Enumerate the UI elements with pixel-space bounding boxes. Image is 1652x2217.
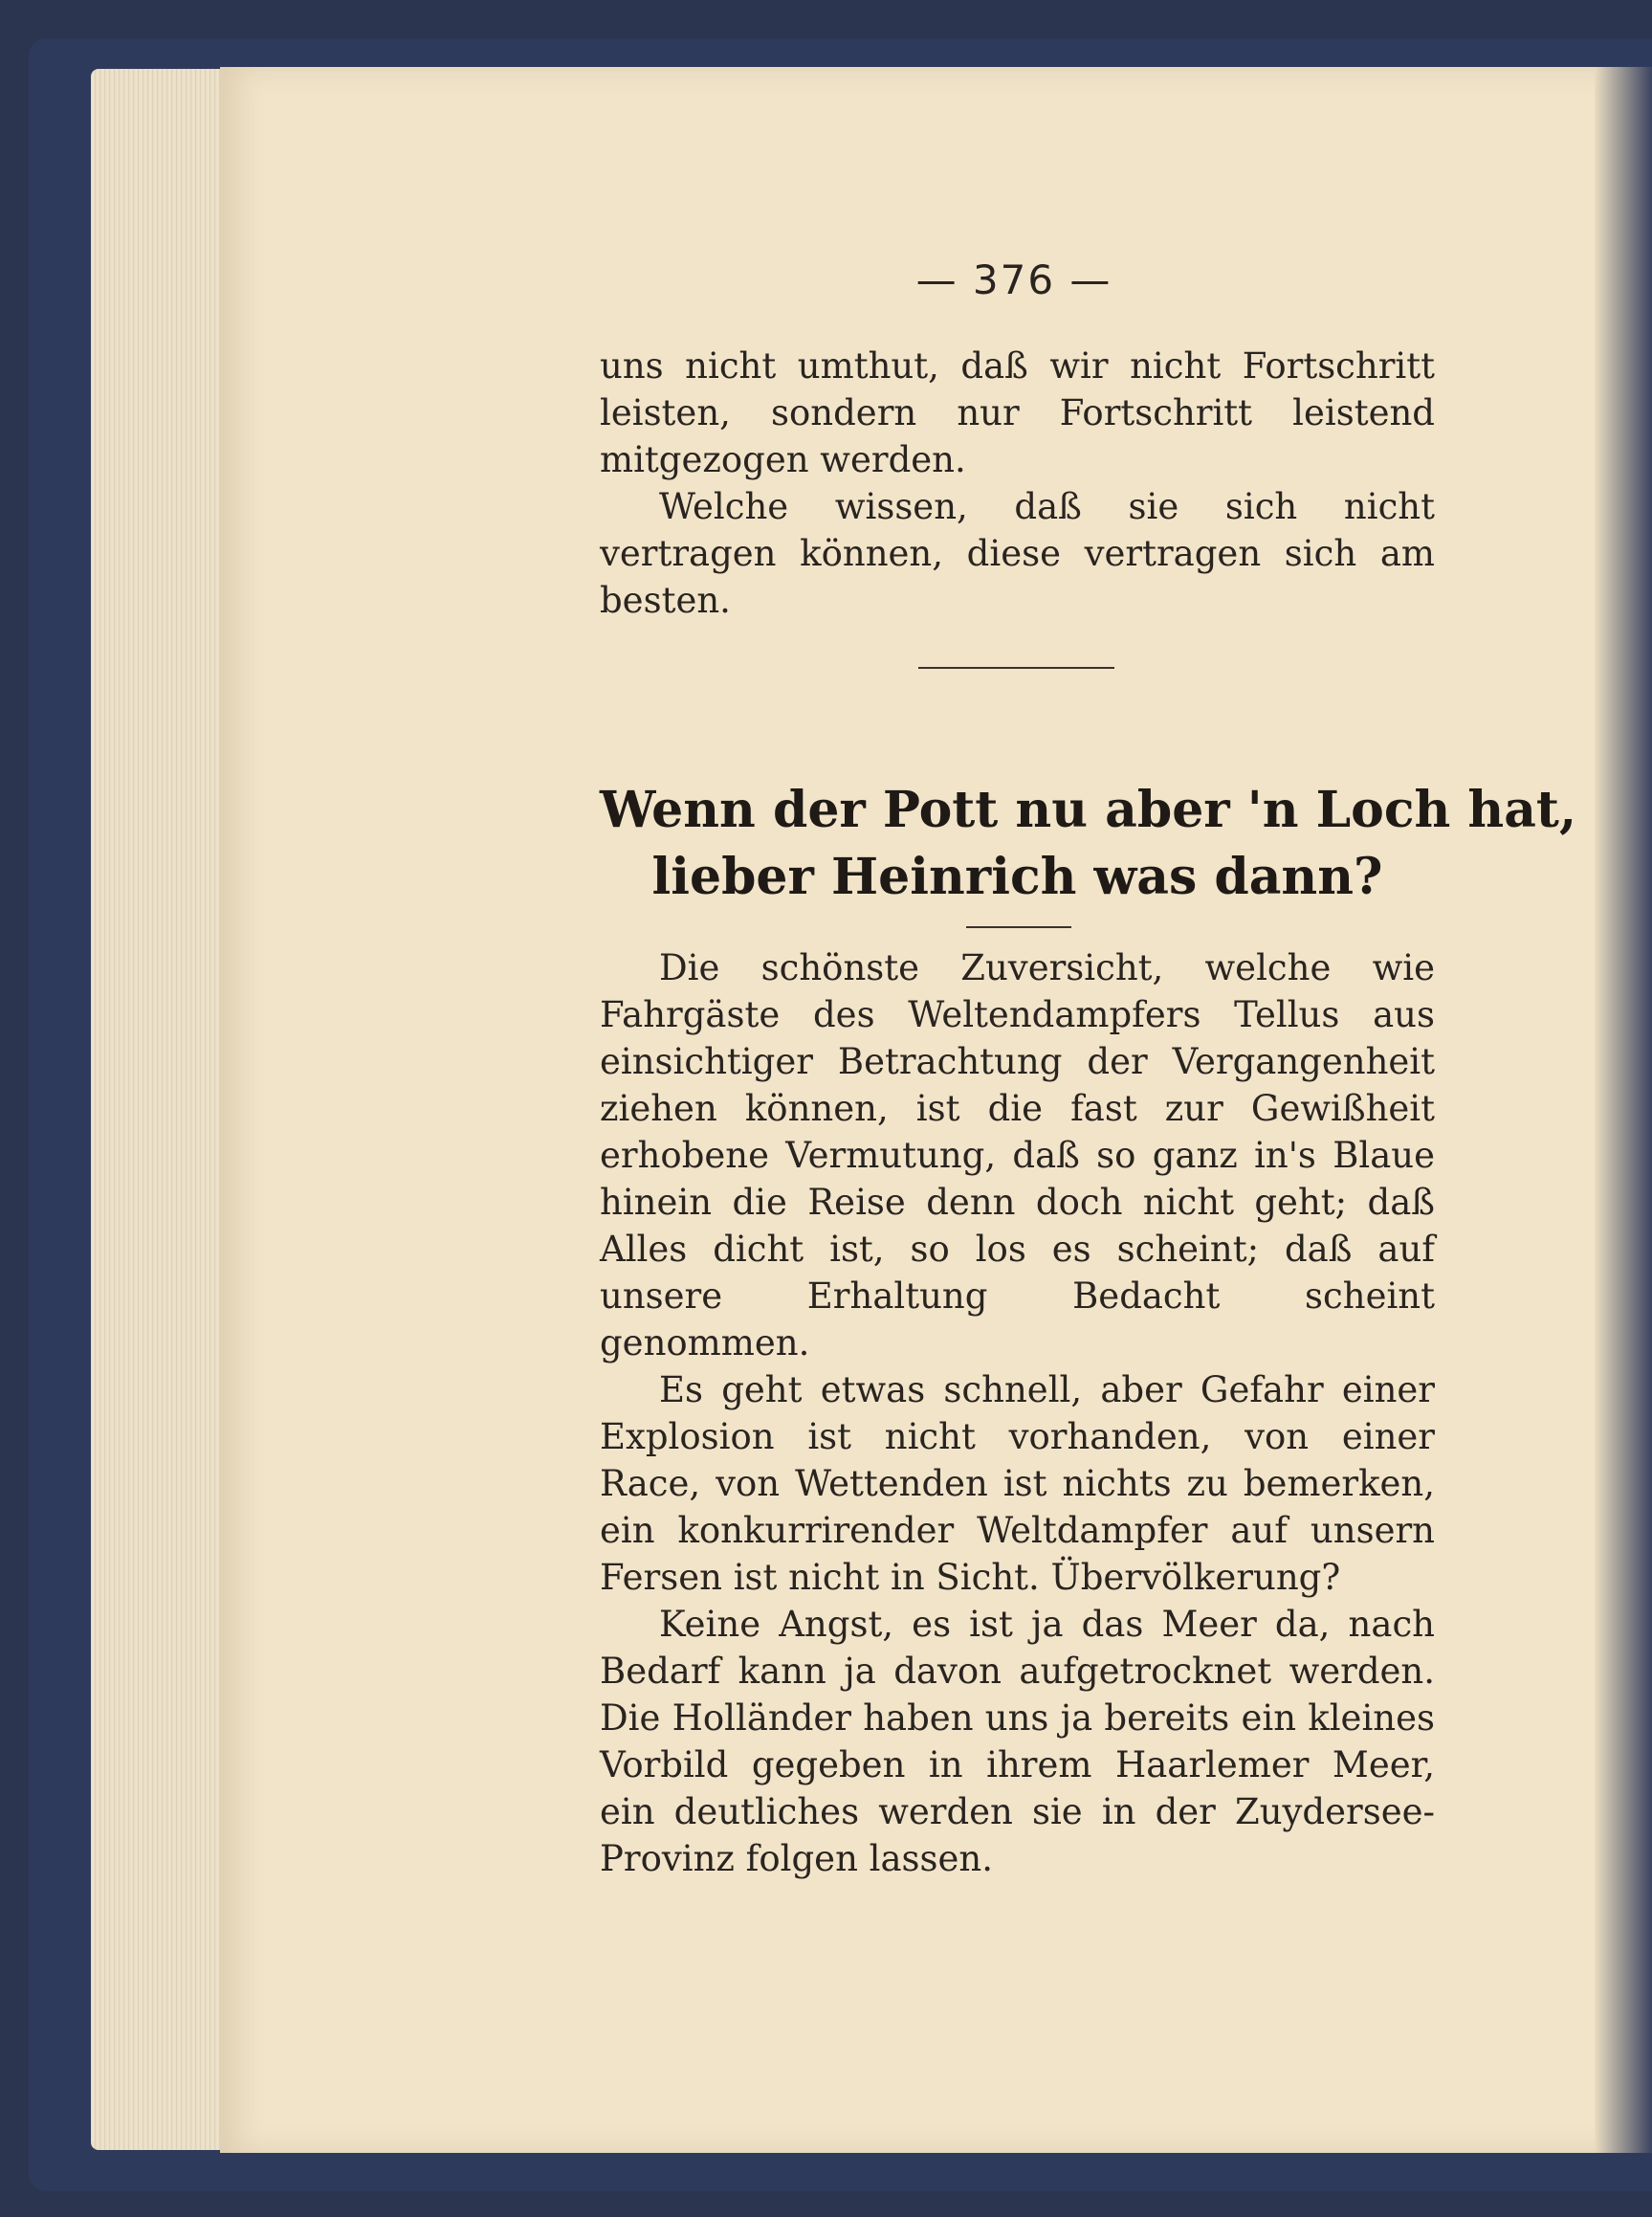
page-gutter xyxy=(1595,67,1652,2153)
paragraph: uns nicht umthut, daß wir nicht Fortschritt leisten, sondern nur Fortschritt leistend mitgezogen werden. xyxy=(600,345,1435,480)
top-text-block xyxy=(600,343,1435,624)
chapter-title xyxy=(600,777,1577,911)
paragraph: Die schönste Zuversicht, welche wie Fahrgäste des Weltendampfers Tellus aus einsichtiger Betrachtung der Vergangenheit ziehen können, ist die fast zur Gewißheit erhobene Vermutung, daß so ganz in's Blaue hinein die Reise denn doch nicht geht; daß Alles dicht ist, so los es scheint; daß auf unsere Erhaltung Bedacht scheint genommen. xyxy=(600,947,1435,1363)
body-text-block xyxy=(600,944,1435,1882)
page-number: — 376 — xyxy=(915,256,1112,303)
title-divider xyxy=(966,926,1071,928)
section-divider xyxy=(918,667,1114,669)
title-line: lieber Heinrich was dann? xyxy=(651,848,1383,906)
paragraph: Keine Angst, es ist ja das Meer da, nach Bedarf kann ja davon aufgetrocknet werden. Die Holländer haben uns ja bereits ein kleines Vorbild gegeben in ihrem Haarlemer Meer, ein deutliches werden sie in der Zuydersee-Provinz folgen lassen. xyxy=(600,1604,1435,1879)
title-line: Wenn der Pott nu aber 'n Loch hat, xyxy=(600,781,1577,839)
paragraph: Welche wissen, daß sie sich nicht vertragen können, diese vertragen sich am besten. xyxy=(600,486,1435,621)
paragraph: Es geht etwas schnell, aber Gefahr einer Explosion ist nicht vorhanden, von einer Race, von Wettenden ist nichts zu bemerken, ein konkurrirender Weltdampfer auf unsern Fersen ist nicht in Sicht. Übervölkerung? xyxy=(600,1369,1435,1598)
